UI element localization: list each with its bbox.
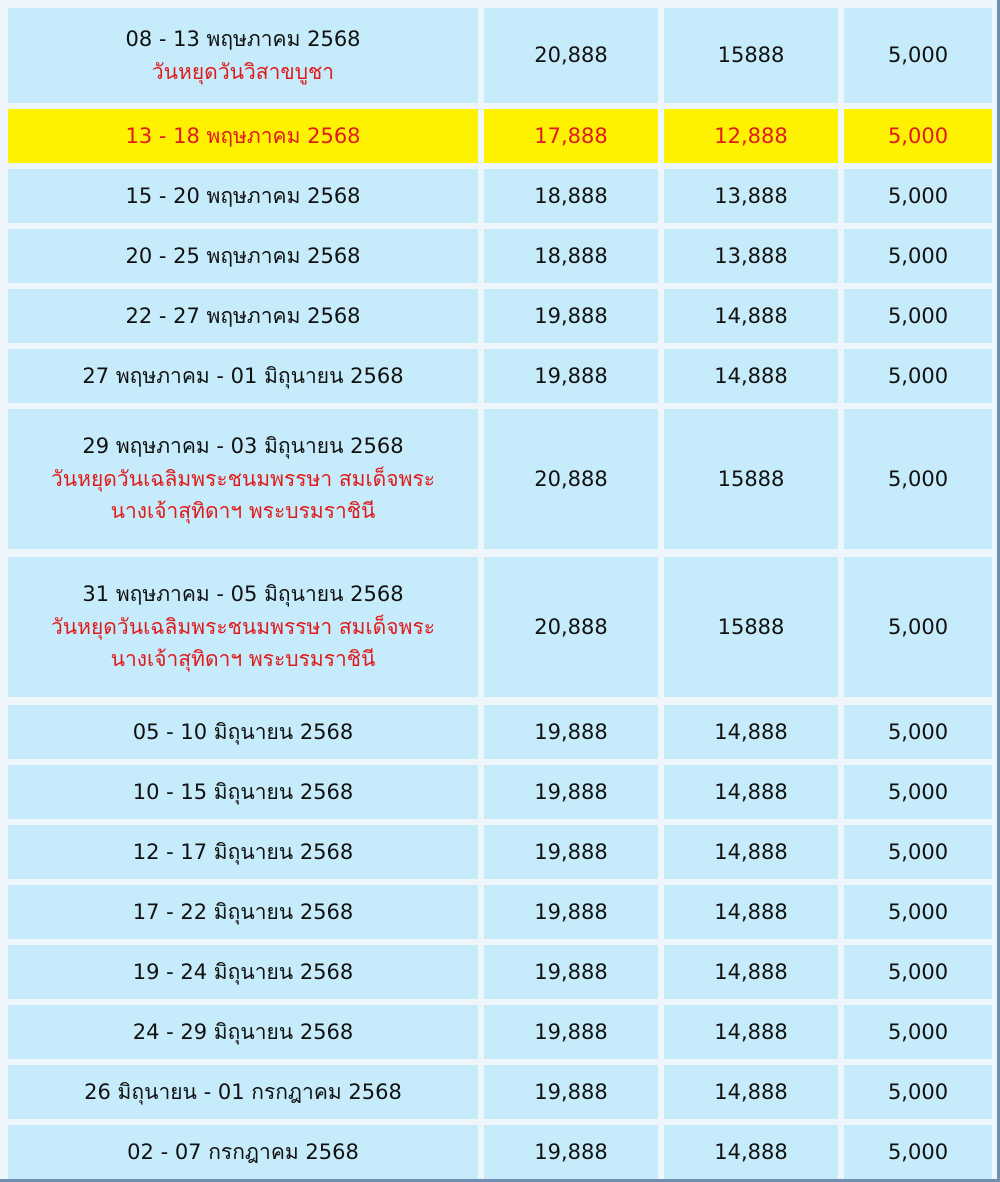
date-range: 02 - 07 กรกฎาคม 2568 [127, 1139, 359, 1164]
holiday-note: วันหยุดวันเฉลิมพระชนมพรรษา สมเด็จพระ [50, 614, 436, 639]
price-cell-3: 5,000 [844, 557, 992, 697]
price-cell-3: 5,000 [844, 349, 992, 403]
date-range: 17 - 22 มิถุนายน 2568 [132, 899, 354, 924]
price-cell-1: 19,888 [484, 289, 658, 343]
date-cell [8, 349, 478, 403]
table-row [0, 765, 1000, 819]
price-cell-1: 19,888 [484, 825, 658, 879]
date-range: 31 พฤษภาคม - 05 มิถุนายน 2568 [82, 582, 404, 607]
price-cell-2: 14,888 [664, 1065, 838, 1119]
date-range: 24 - 29 มิถุนายน 2568 [132, 1019, 354, 1044]
price-cell-1: 19,888 [484, 945, 658, 999]
date-cell [8, 229, 478, 283]
table-row [0, 409, 1000, 549]
date-cell [8, 945, 478, 999]
table-row [0, 289, 1000, 343]
date-range: 19 - 24 มิถุนายน 2568 [132, 959, 354, 984]
table-row [0, 169, 1000, 223]
date-cell [8, 825, 478, 879]
price-cell-3: 5,000 [844, 765, 992, 819]
price-cell-1: 19,888 [484, 1065, 658, 1119]
price-cell-2: 14,888 [664, 289, 838, 343]
price-cell-1: 18,888 [484, 169, 658, 223]
date-cell [8, 409, 478, 549]
price-cell-2: 15888 [664, 8, 838, 103]
date-range: 10 - 15 มิถุนายน 2568 [132, 779, 354, 804]
date-range: 29 พฤษภาคม - 03 มิถุนายน 2568 [82, 434, 404, 459]
date-cell [8, 109, 478, 163]
date-cell [8, 557, 478, 697]
price-cell-3: 5,000 [844, 289, 992, 343]
price-cell-1: 20,888 [484, 557, 658, 697]
table-row [0, 1065, 1000, 1119]
price-cell-3: 5,000 [844, 705, 992, 759]
date-range: 15 - 20 พฤษภาคม 2568 [125, 183, 361, 208]
price-cell-1: 20,888 [484, 8, 658, 103]
price-cell-1: 19,888 [484, 705, 658, 759]
date-cell [8, 885, 478, 939]
date-range: 26 มิถุนายน - 01 กรกฎาคม 2568 [84, 1079, 402, 1104]
price-cell-3: 5,000 [844, 825, 992, 879]
holiday-note: นางเจ้าสุทิดาฯ พระบรมราชินี [110, 647, 376, 672]
price-cell-2: 15888 [664, 409, 838, 549]
price-cell-2: 14,888 [664, 825, 838, 879]
table-row [0, 1125, 1000, 1179]
price-cell-3: 5,000 [844, 109, 992, 163]
table-row [0, 349, 1000, 403]
table-row [0, 945, 1000, 999]
price-cell-3: 5,000 [844, 885, 992, 939]
date-cell [8, 765, 478, 819]
holiday-note: วันหยุดวันเฉลิมพระชนมพรรษา สมเด็จพระ [50, 466, 436, 491]
price-cell-1: 19,888 [484, 349, 658, 403]
holiday-note: วันหยุดวันวิสาขบูชา [151, 59, 335, 84]
table-row [0, 705, 1000, 759]
price-cell-1: 17,888 [484, 109, 658, 163]
price-cell-2: 15888 [664, 557, 838, 697]
date-cell [8, 705, 478, 759]
holiday-note: นางเจ้าสุทิดาฯ พระบรมราชินี [110, 499, 376, 524]
price-cell-1: 18,888 [484, 229, 658, 283]
price-cell-1: 19,888 [484, 885, 658, 939]
date-cell [8, 289, 478, 343]
date-cell [8, 8, 478, 103]
price-cell-2: 14,888 [664, 705, 838, 759]
price-cell-3: 5,000 [844, 945, 992, 999]
price-cell-2: 13,888 [664, 169, 838, 223]
price-cell-3: 5,000 [844, 1125, 992, 1179]
price-cell-3: 5,000 [844, 1065, 992, 1119]
table-row [0, 557, 1000, 697]
price-cell-3: 5,000 [844, 169, 992, 223]
price-cell-3: 5,000 [844, 8, 992, 103]
table-row [0, 229, 1000, 283]
price-cell-2: 14,888 [664, 765, 838, 819]
date-cell [8, 169, 478, 223]
price-cell-2: 14,888 [664, 349, 838, 403]
date-range: 27 พฤษภาคม - 01 มิถุนายน 2568 [82, 363, 404, 388]
table-row [0, 885, 1000, 939]
date-range: 20 - 25 พฤษภาคม 2568 [125, 243, 361, 268]
date-range: 12 - 17 มิถุนายน 2568 [132, 839, 354, 864]
price-cell-2: 14,888 [664, 1005, 838, 1059]
table-row [0, 8, 1000, 103]
date-cell [8, 1065, 478, 1119]
price-cell-3: 5,000 [844, 409, 992, 549]
date-range: 05 - 10 มิถุนายน 2568 [132, 719, 354, 744]
price-cell-2: 13,888 [664, 229, 838, 283]
price-cell-2: 12,888 [664, 109, 838, 163]
price-cell-1: 19,888 [484, 1005, 658, 1059]
price-cell-3: 5,000 [844, 229, 992, 283]
price-cell-2: 14,888 [664, 885, 838, 939]
date-cell [8, 1125, 478, 1179]
date-range: 22 - 27 พฤษภาคม 2568 [125, 303, 361, 328]
price-cell-1: 20,888 [484, 409, 658, 549]
price-cell-2: 14,888 [664, 945, 838, 999]
date-range: 13 - 18 พฤษภาคม 2568 [125, 123, 361, 148]
table-row [0, 1005, 1000, 1059]
table-row [0, 825, 1000, 879]
price-cell-3: 5,000 [844, 1005, 992, 1059]
date-range: 08 - 13 พฤษภาคม 2568 [125, 26, 361, 51]
price-cell-2: 14,888 [664, 1125, 838, 1179]
date-cell [8, 1005, 478, 1059]
price-cell-1: 19,888 [484, 765, 658, 819]
price-cell-1: 19,888 [484, 1125, 658, 1179]
table-row [0, 109, 1000, 163]
